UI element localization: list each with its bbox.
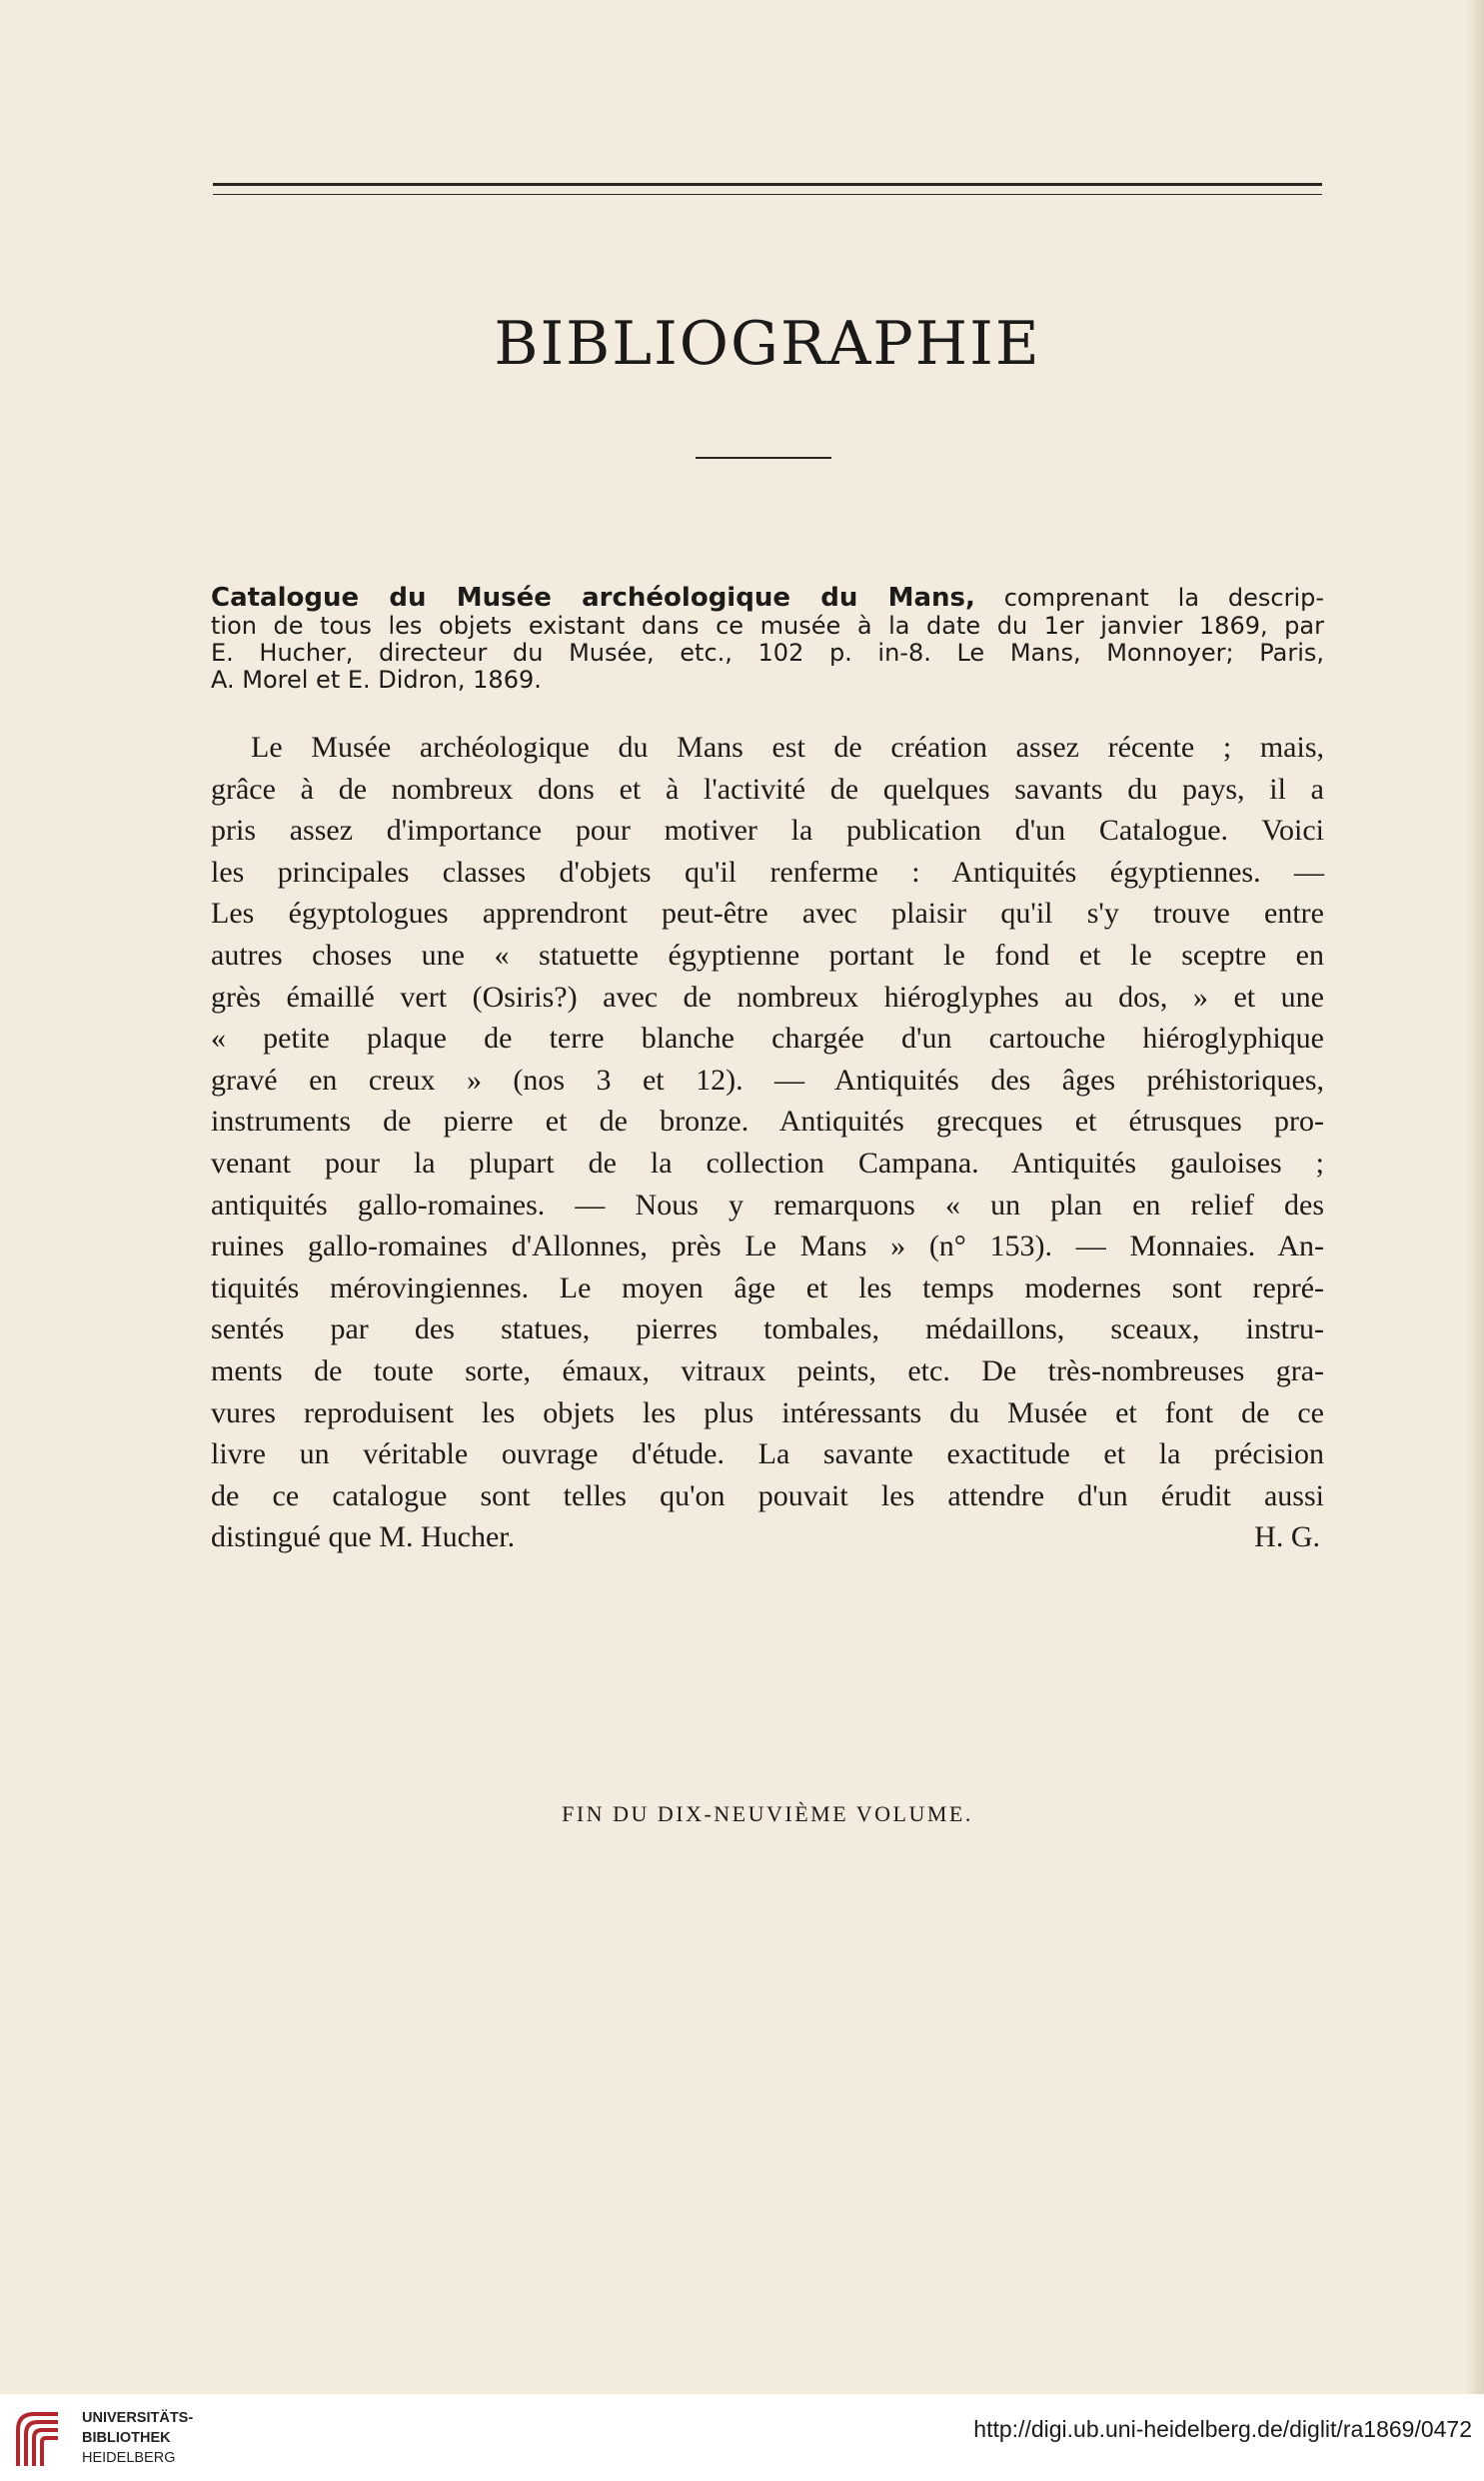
entry-line-3: E. Hucher, directeur du Musée, etc., 102 p. in-8. Le Mans, Monnoyer; Paris, bbox=[211, 639, 1324, 667]
body-line: ruines gallo-romaines d'Allonnes, près Le Mans » (n° 153). — Monnaies. An- bbox=[211, 1230, 1324, 1263]
body-line: les principales classes d'objets qu'il renferme : Antiquités égyptiennes. — bbox=[211, 855, 1324, 889]
body-line-last bbox=[211, 1516, 1324, 1558]
library-name-line-2: BIBLIOTHEK bbox=[82, 2430, 171, 2446]
entry-title: Catalogue du Musée archéologique du Mans, bbox=[211, 583, 975, 613]
permalink-url[interactable]: http://digi.ub.uni-heidelberg.de/diglit/ra1869/0472 bbox=[973, 2416, 1472, 2442]
library-name-line-1: UNIVERSITÄTS- bbox=[82, 2410, 194, 2426]
body-line: grâce à de nombreux dons et à l'activité de quelques savants du pays, il a bbox=[211, 772, 1324, 806]
body-line: sentés par des statues, pierres tombales, médaillons, sceaux, instru- bbox=[211, 1312, 1324, 1346]
entry-line-2: tion de tous les objets existant dans ce musée à la date du 1er janvier 1869, par bbox=[211, 612, 1324, 640]
body-line: Le Musée archéologique du Mans est de création assez récente ; mais, bbox=[251, 731, 1324, 764]
university-library-logo-icon bbox=[14, 2408, 72, 2470]
body-line: ments de toute sorte, émaux, vitraux peints, etc. De très-nombreuses gra- bbox=[211, 1353, 1324, 1387]
title-divider bbox=[696, 457, 831, 459]
entry-line-1-text: comprenant la descrip- bbox=[974, 584, 1324, 612]
bibliographic-entry bbox=[211, 585, 1324, 694]
body-line: venant pour la plupart de la collection Campana. Antiquités gauloises ; bbox=[211, 1146, 1324, 1180]
body-line: antiquités gallo-romaines. — Nous y remarquons « un plan en relief des bbox=[211, 1188, 1324, 1222]
body-line: instruments de pierre et de bronze. Antiquités grecques et étrusques pro- bbox=[211, 1105, 1324, 1139]
body-line: grès émaillé vert (Osiris?) avec de nombreux hiéroglyphes au dos, » et une bbox=[211, 980, 1324, 1014]
body-line: pris assez d'importance pour motiver la publication d'un Catalogue. Voici bbox=[211, 814, 1324, 848]
review-signature: H. G. bbox=[1254, 1520, 1320, 1554]
body-line-text: distingué que M. Hucher. bbox=[211, 1520, 516, 1554]
header-double-rule bbox=[213, 183, 1322, 195]
body-line: vures reproduisent les objets les plus intéressants du Musée et font de ce bbox=[211, 1395, 1324, 1429]
body-line: autres choses une « statuette égyptienne portant le fond et le sceptre en bbox=[211, 938, 1324, 972]
body-line: tiquités mérovingiennes. Le moyen âge et les temps modernes sont repré- bbox=[211, 1270, 1324, 1304]
page-title: BIBLIOGRAPHIE bbox=[494, 309, 1041, 379]
library-name bbox=[82, 2408, 193, 2468]
review-paragraph bbox=[211, 727, 1324, 1558]
footer-bar bbox=[0, 2394, 1484, 2481]
end-of-volume-note: FIN DU DIX-NEUVIÈME VOLUME. bbox=[562, 1801, 973, 1826]
body-line: de ce catalogue sont telles qu'on pouvait les attendre d'un érudit aussi bbox=[211, 1478, 1324, 1512]
library-name-line-3: HEIDELBERG bbox=[82, 2450, 176, 2466]
entry-line-4: A. Morel et E. Didron, 1869. bbox=[211, 666, 542, 694]
body-line: Les égyptologues apprendront peut-être avec plaisir qu'il s'y trouve entre bbox=[211, 897, 1324, 931]
entry-line-1 bbox=[211, 585, 1324, 613]
body-line: gravé en creux » (nos 3 et 12). — Antiquités des âges préhistoriques, bbox=[211, 1063, 1324, 1097]
body-line: « petite plaque de terre blanche chargée d'un cartouche hiéroglyphique bbox=[211, 1022, 1324, 1056]
body-line: livre un véritable ouvrage d'étude. La savante exactitude et la précision bbox=[211, 1437, 1324, 1471]
